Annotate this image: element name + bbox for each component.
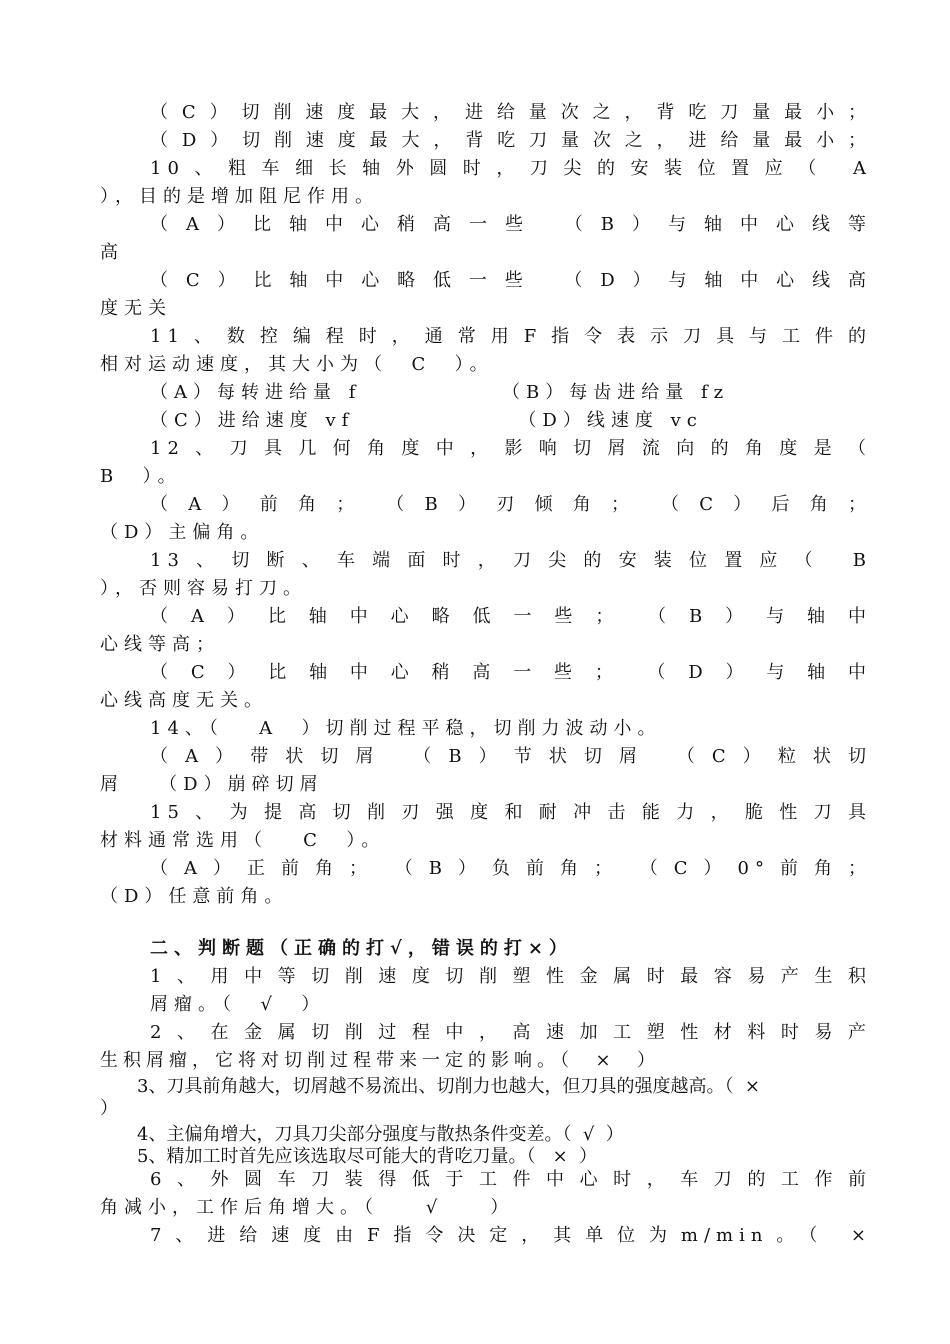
text-line: 4、主偏角增大，刀具刀尖部分强度与散热条件变差。（ √ ） bbox=[137, 1124, 624, 1145]
text-line: （D）主偏角。 bbox=[100, 522, 265, 543]
text-line: 10、粗车细长轴外圆时，刀尖的安装位置应（ A bbox=[150, 158, 872, 179]
text-line: 高 bbox=[100, 242, 124, 263]
text-line: ），否则容易打刀。 bbox=[100, 578, 307, 599]
text-line: B ）。 bbox=[100, 466, 182, 487]
text-line: ） bbox=[100, 1098, 118, 1119]
text-line: 11、数控编程时，通常用F指令表示刀具与工件的 bbox=[150, 326, 872, 347]
text-line: 度无关 bbox=[100, 298, 172, 319]
text-line: （A）前角； （B）刃倾角； （C）后角； bbox=[150, 494, 872, 515]
section-heading: 二、判断题（正确的打√，错误的打×） bbox=[150, 938, 573, 959]
text-line: （C）比轴中心稍高一些； （D）与轴中 bbox=[150, 662, 872, 683]
text-line: （D）切削速度最大，背吃刀量次之，进给量最小； bbox=[150, 130, 872, 151]
text-line: （A）正前角； （B）负前角； （C）0°前角； bbox=[150, 858, 872, 879]
text-line: 角减小，工作后角增大。（ √ ） bbox=[100, 1197, 515, 1218]
text-line: 13、切断、车端面时，刀尖的安装位置应（ B bbox=[150, 550, 872, 571]
text-line: 14、（ A ）切削过程平稳，切削力波动小。 bbox=[150, 718, 662, 739]
text-line: 屑 （D）崩碎切屑 bbox=[100, 774, 324, 795]
text-line: 5、精加工时首先应该选取尽可能大的背吃刀量。（ × ） bbox=[137, 1146, 598, 1167]
text-line: 2、在金属切削过程中，高速加工塑性材料时易产 bbox=[150, 1022, 872, 1043]
text-line: 心线高度无关。 bbox=[100, 690, 268, 711]
text-line: ），目的是增加阻尼作用。 bbox=[100, 186, 379, 207]
text-line: 3、刀具前角越大，切屑越不易流出、切削力也越大，但刀具的强度越高。（ × bbox=[137, 1076, 760, 1097]
text-line: 15、为提高切削刃强度和耐冲击能力，脆性刀具 bbox=[150, 802, 872, 823]
text-line: （A）比轴中心略低一些； （B）与轴中 bbox=[150, 606, 872, 627]
text-line: 心线等高； bbox=[100, 634, 220, 655]
text-line: 12、刀具几何角度中，影响切屑流向的角度是（ bbox=[150, 438, 872, 459]
text-line: （C）切削速度最大，进给量次之，背吃刀量最小； bbox=[150, 102, 872, 123]
text-line: 1、用中等切削速度切削塑性金属时最容易产生积 bbox=[150, 966, 872, 987]
text-line: （C）比轴中心略低一些 （D）与轴中心线高 bbox=[150, 270, 872, 291]
text-line: （A）每转进给量 f （B）每齿进给量 fz bbox=[150, 382, 730, 403]
text-line: （D）任意前角。 bbox=[100, 886, 289, 907]
text-line: 6、外圆车刀装得低于工件中心时，车刀的工作前 bbox=[150, 1169, 872, 1190]
text-line: 7、进给速度由F指令决定，其单位为m/min。（ × bbox=[150, 1225, 872, 1246]
text-line: 相对运动速度，其大小为（ C ）。 bbox=[100, 354, 494, 375]
text-line: （A）带状切屑 （B）节状切屑 （C）粒状切 bbox=[150, 746, 872, 767]
text-line: 屑瘤。（ √ ） bbox=[150, 994, 326, 1015]
text-line: 生积屑瘤，它将对切削过程带来一定的影响。（ × ） bbox=[100, 1050, 660, 1071]
text-line: 材料通常选用（ C ）。 bbox=[100, 830, 386, 851]
text-line: （A）比轴中心稍高一些 （B）与轴中心线等 bbox=[150, 214, 872, 235]
text-line: （C）进给速度 vf （D）线速度 vc bbox=[150, 410, 703, 431]
